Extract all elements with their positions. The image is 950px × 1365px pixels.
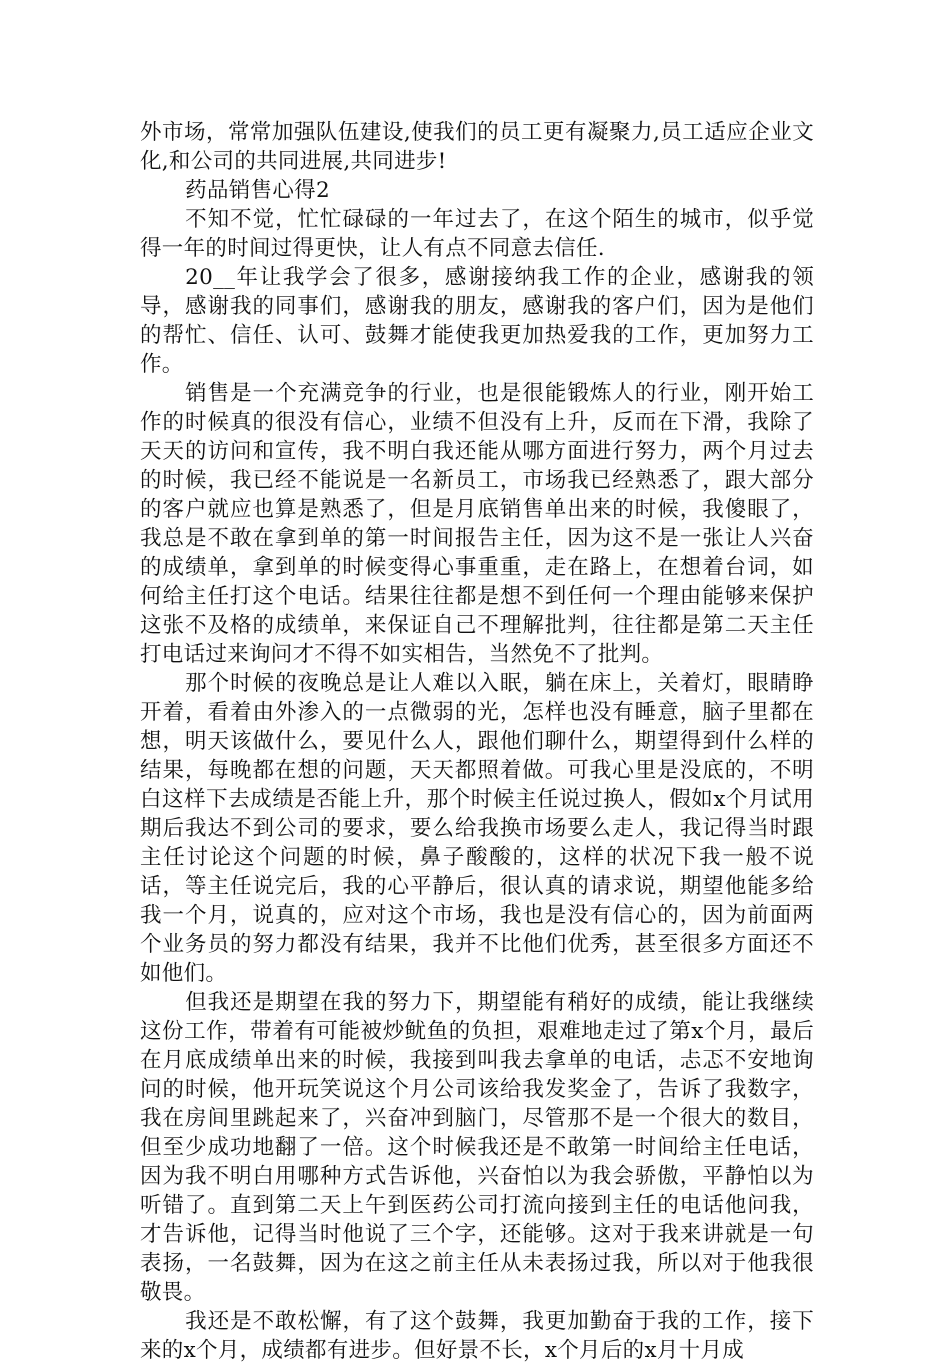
paragraph: 但我还是期望在我的努力下，期望能有稍好的成绩，能让我继续这份工作，带着有可能被炒鱿鱼的负担，艰难地走过了第x个月，最后在月底成绩单出来的时候，我接到叫我去拿单的电话，忐忑不安地询问的时候，他开玩笑说这个月公司该给我发奖金了，告诉了我数字，我在房间里跳起来了，兴奋冲到脑门，尽管那不是一个很大的数目，但至少成功地翻了一倍。这个时候我还是不敢第一时间给主任电话，因为我不明白用哪种方式告诉他，兴奋怕以为我会骄傲，平静怕以为听错了。直到第二天上午到医药公司打流向接到主任的电话他问我，才告诉他，记得当时他说了三个字，还能够。这对于我来讲就是一句表扬，一名鼓舞，因为在这之前主任从未表扬过我，所以对于他我很敬畏。 xyxy=(140,990,814,1305)
paragraph: 不知不觉，忙忙碌碌的一年过去了，在这个陌生的城市，似乎觉得一年的时间过得更快，让人有点不同意去信任. xyxy=(140,207,814,261)
document-page xyxy=(140,118,814,1365)
paragraph: 销售是一个充满竞争的行业，也是很能锻炼人的行业，刚开始工作的时候真的很没有信心，业绩不但没有上升，反而在下滑，我除了天天的访问和宣传，我不明白我还能从哪方面进行努力，两个月过去的时候，我已经不能说是一名新员工，市场我已经熟悉了，跟大部分的客户就应也算是熟悉了，但是月底销售单出来的时候，我傻眼了，我总是不敢在拿到单的第一时间报告主任，因为这不是一张让人兴奋的成绩单，拿到单的时候变得心事重重，走在路上，在想着台词，如何给主任打这个电话。结果往往都是想不到任何一个理由能够来保护这张不及格的成绩单，来保证自己不理解批判，往往都是第二天主任打电话过来询问才不得不如实相告，当然免不了批判。 xyxy=(140,381,814,667)
section-heading: 药品销售心得2 xyxy=(185,178,330,203)
paragraph-closing-line: 外市场，常常加强队伍建设,使我们的员工更有凝聚力,员工适应企业文化,和公司的共同进展,共同进步! xyxy=(140,120,814,174)
paragraph: 20__年让我学会了很多，感谢接纳我工作的企业，感谢我的领导，感谢我的同事们，感谢我的朋友，感谢我的客户们，因为是他们的帮忙、信任、认可、鼓舞才能使我更加热爱我的工作，更加努力工作。 xyxy=(140,265,814,377)
paragraph: 那个时候的夜晚总是让人难以入眠，躺在床上，关着灯，眼睛睁开着，看着由外渗入的一点微弱的光，怎样也没有睡意，脑子里都在想，明天该做什么，要见什么人，跟他们聊什么，期望得到什么样的结果，每晚都在想的问题，天天都照着做。可我心里是没底的，不明白这样下去成绩是否能上升，那个时候主任说过换人，假如x个月试用期后我达不到公司的要求，要么给我换市场要么走人，我记得当时跟主任讨论这个问题的时候，鼻子酸酸的，这样的状况下我一般不说话，等主任说完后，我的心平静后，很认真的请求说，期望他能多给我一个月，说真的，应对这个市场，我也是没有信心的，因为前面两个业务员的努力都没有结果，我并不比他们优秀，甚至很多方面还不如他们。 xyxy=(140,671,814,986)
paragraph: 我还是不敢松懈，有了这个鼓舞，我更加勤奋于我的工作，接下来的x个月，成绩都有进步。但好景不长，x个月后的x月十月成 xyxy=(140,1309,814,1363)
